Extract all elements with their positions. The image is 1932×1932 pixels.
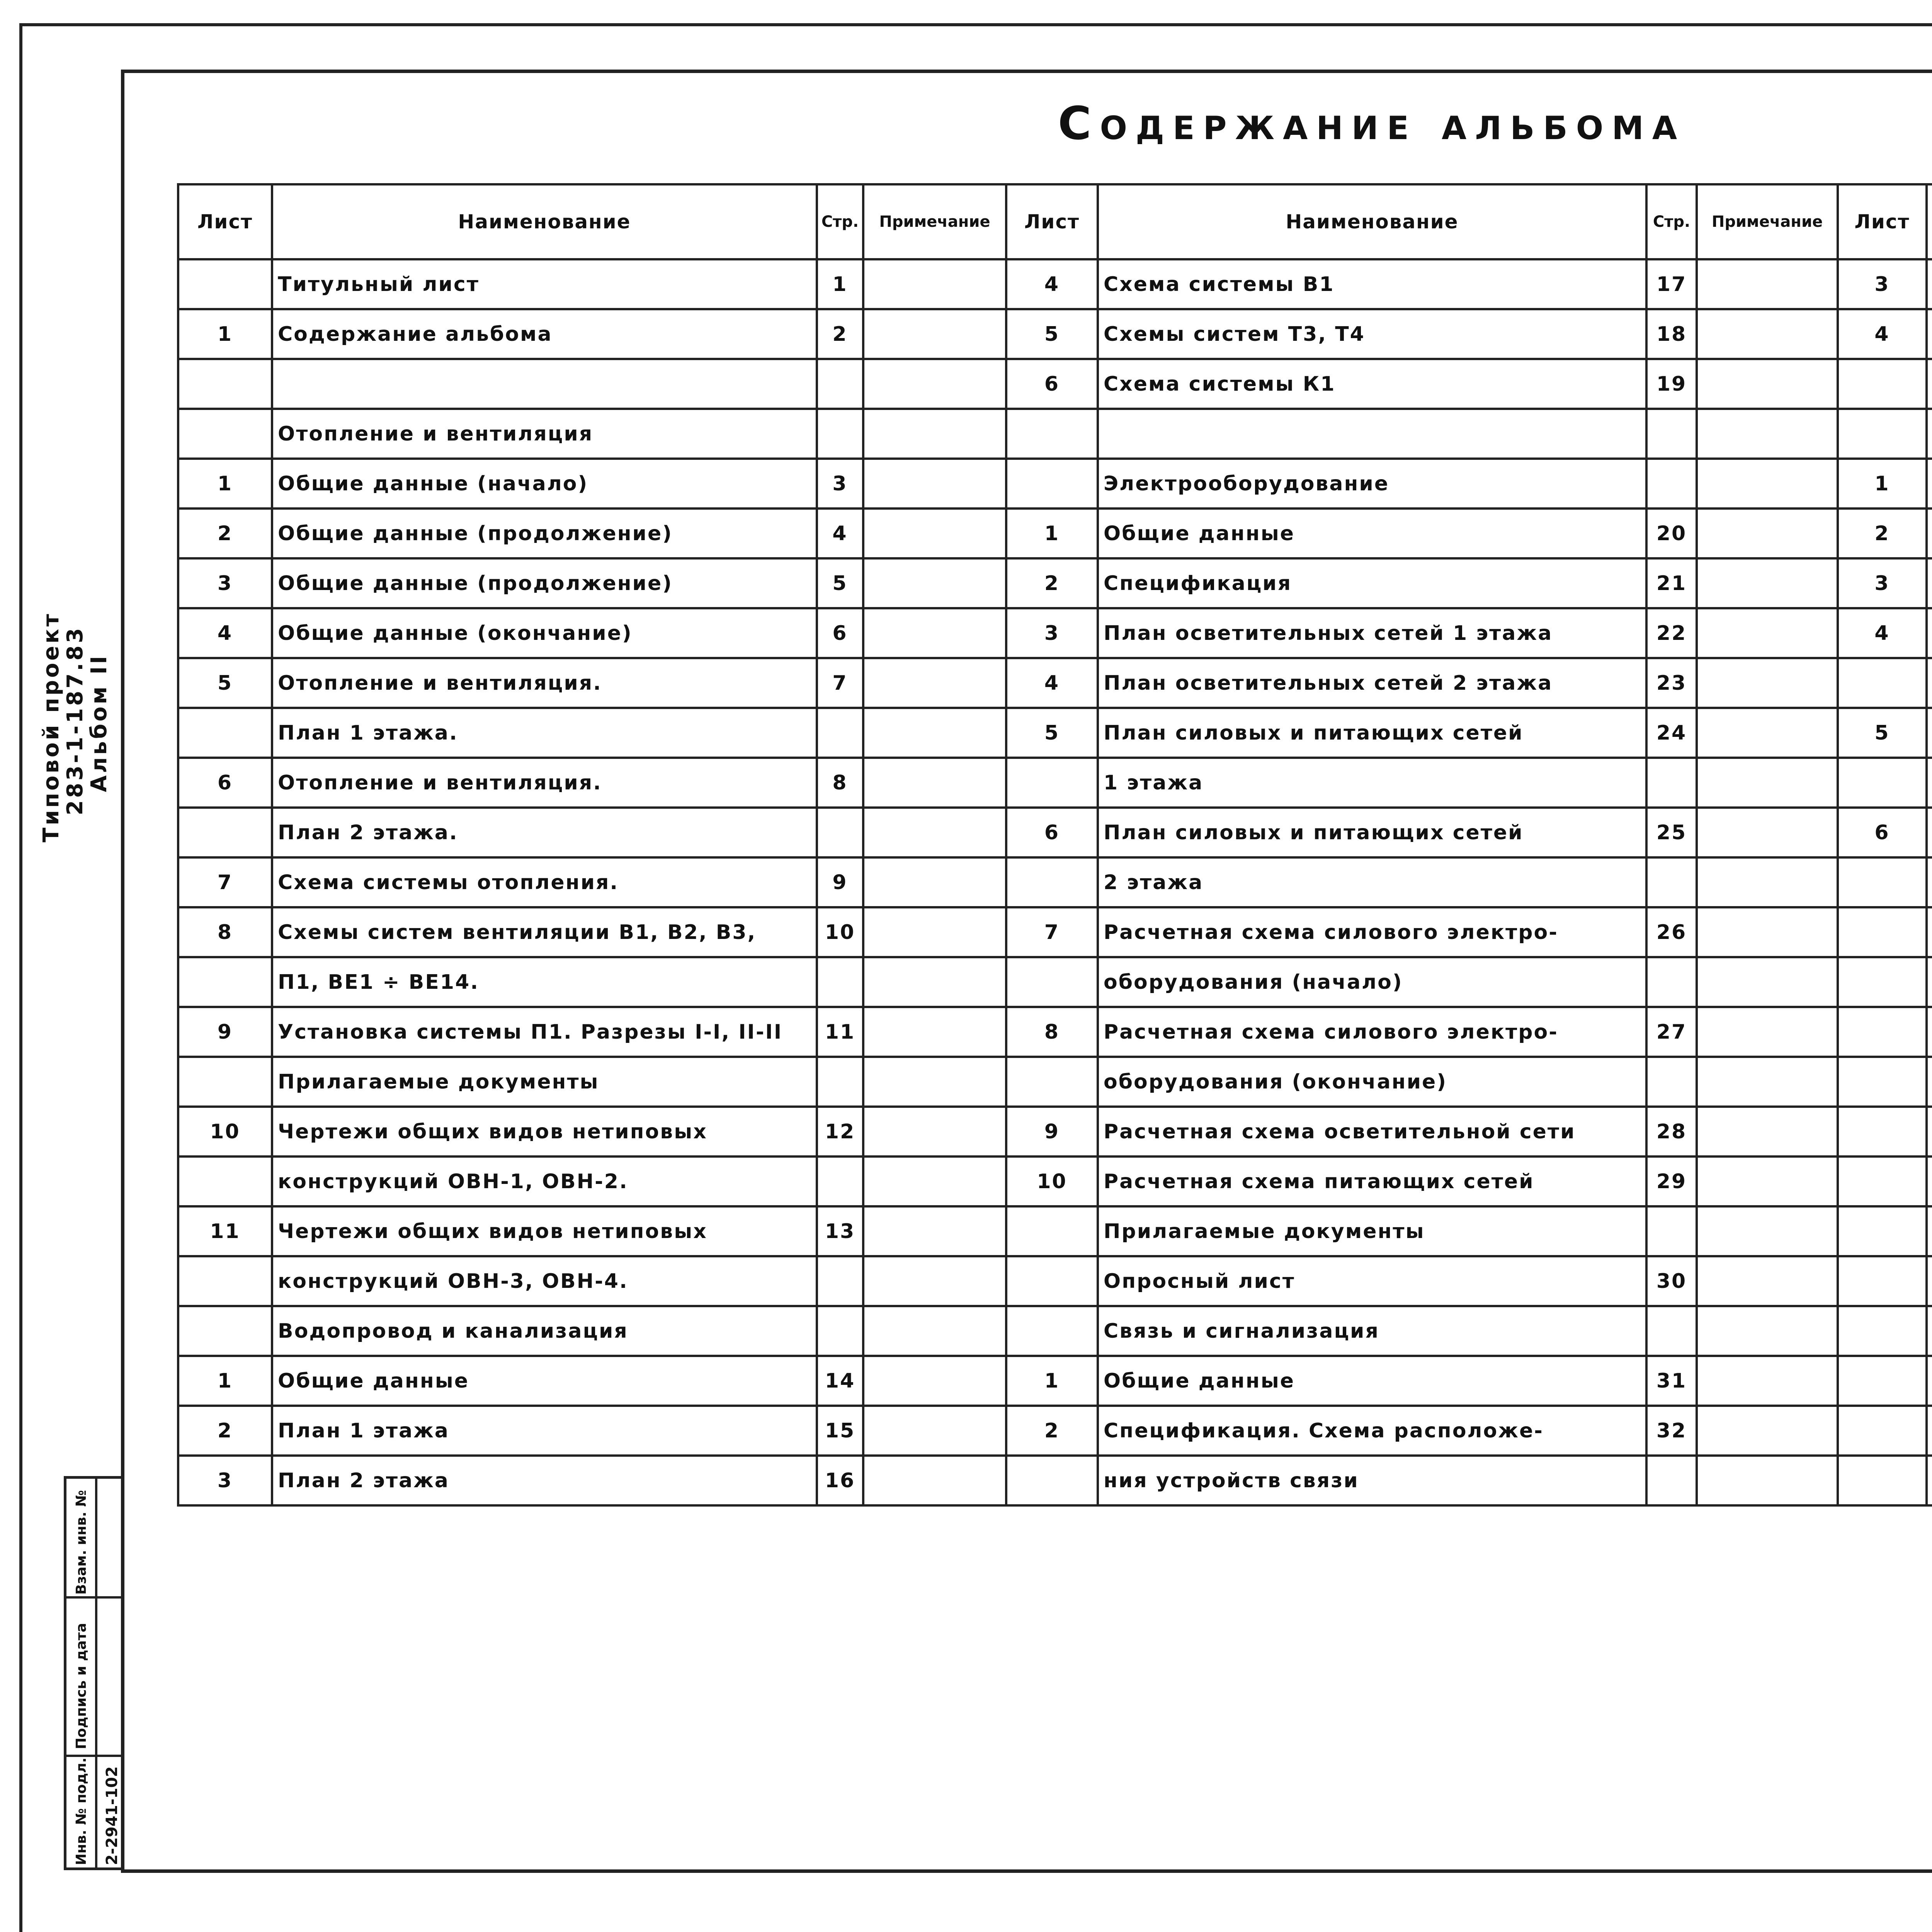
sheet-cell: 4 bbox=[1006, 658, 1098, 708]
sheet-cell bbox=[178, 1156, 272, 1206]
sheet-cell bbox=[178, 409, 272, 459]
sheet-cell bbox=[1838, 1007, 1927, 1057]
page-cell: 8 bbox=[817, 758, 863, 808]
table-row bbox=[178, 808, 1932, 857]
name-cell: Общие данные (начало) bbox=[272, 459, 817, 509]
sheet-cell: 6 bbox=[1006, 359, 1098, 409]
page-cell bbox=[817, 1306, 863, 1356]
note-cell bbox=[1697, 708, 1838, 758]
page-cell bbox=[1646, 1057, 1697, 1107]
page-cell: 30 bbox=[1646, 1256, 1697, 1306]
sheet-cell: 5 bbox=[1006, 708, 1098, 758]
page-cell: 19 bbox=[1646, 359, 1697, 409]
table-row bbox=[178, 509, 1932, 558]
name-cell: План 1 этажа. bbox=[272, 708, 817, 758]
sheet-cell bbox=[1006, 459, 1098, 509]
note-cell bbox=[863, 1406, 1006, 1456]
sheet-cell: 3 bbox=[1838, 558, 1927, 608]
sheet-cell: 3 bbox=[1838, 259, 1927, 309]
page-cell: 6 bbox=[817, 608, 863, 658]
table-row bbox=[178, 259, 1932, 309]
name-cell bbox=[1927, 1057, 1932, 1107]
sheet-cell: 4 bbox=[178, 608, 272, 658]
note-cell bbox=[863, 509, 1006, 558]
name-cell: План силовых и питающих сетей bbox=[1098, 808, 1646, 857]
side-project-title bbox=[15, 537, 112, 862]
sheet-cell: 8 bbox=[178, 907, 272, 957]
page-cell bbox=[1646, 459, 1697, 509]
name-cell: Схема системы К1 bbox=[1098, 359, 1646, 409]
table-row bbox=[178, 1406, 1932, 1456]
name-cell: Схема системы В1 bbox=[1098, 259, 1646, 309]
name-cell bbox=[1927, 509, 1932, 558]
sheet-cell: 8 bbox=[1006, 1007, 1098, 1057]
note-cell bbox=[863, 907, 1006, 957]
sheet-cell bbox=[1838, 1256, 1927, 1306]
name-cell: План осветительных сетей 2 этажа bbox=[1098, 658, 1646, 708]
sheet-cell: 3 bbox=[178, 1456, 272, 1505]
table-row bbox=[178, 608, 1932, 658]
name-cell bbox=[1927, 1306, 1932, 1356]
sheet-cell: 7 bbox=[178, 857, 272, 907]
table-row bbox=[178, 1107, 1932, 1156]
name-cell: оборудования (начало) bbox=[1098, 957, 1646, 1007]
sheet-cell bbox=[1838, 409, 1927, 459]
name-cell bbox=[1927, 1356, 1932, 1406]
page-cell bbox=[1646, 1456, 1697, 1505]
sheet-cell bbox=[1838, 957, 1927, 1007]
page-cell: 16 bbox=[817, 1456, 863, 1505]
header-page: Стр. bbox=[1646, 184, 1697, 259]
note-cell bbox=[863, 1007, 1006, 1057]
table-row bbox=[178, 1306, 1932, 1356]
name-cell: План силовых и питающих сетей bbox=[1098, 708, 1646, 758]
note-cell bbox=[1697, 1156, 1838, 1206]
name-cell: Схемы систем вентиляции В1, В2, В3, bbox=[272, 907, 817, 957]
project-code: 283-1-187.83 bbox=[63, 626, 88, 815]
name-cell: Содержание альбома bbox=[272, 309, 817, 359]
sheet-cell bbox=[1838, 1057, 1927, 1107]
sheet-cell bbox=[1838, 907, 1927, 957]
name-cell: Расчетная схема силового электро- bbox=[1098, 907, 1646, 957]
page-cell bbox=[817, 708, 863, 758]
sheet-cell: 4 bbox=[1838, 309, 1927, 359]
name-cell: 1 этажа bbox=[1098, 758, 1646, 808]
table-row bbox=[178, 1456, 1932, 1505]
page-cell bbox=[1646, 957, 1697, 1007]
page-cell bbox=[1646, 1306, 1697, 1356]
sheet-cell bbox=[1838, 1107, 1927, 1156]
sheet-cell: 2 bbox=[178, 1406, 272, 1456]
table-row bbox=[178, 907, 1932, 957]
name-cell: Отопление и вентиляция. bbox=[272, 758, 817, 808]
header-sheet: Лист bbox=[1006, 184, 1098, 259]
sheet-cell bbox=[1006, 1057, 1098, 1107]
name-cell: Прилагаемые документы bbox=[272, 1057, 817, 1107]
page-cell bbox=[817, 808, 863, 857]
note-cell bbox=[863, 1057, 1006, 1107]
name-cell: План 2 этажа. bbox=[272, 808, 817, 857]
note-cell bbox=[1697, 1306, 1838, 1356]
name-cell: Связь и сигнализация bbox=[1098, 1306, 1646, 1356]
sheet-cell: 5 bbox=[1006, 309, 1098, 359]
sheet-cell: 1 bbox=[178, 309, 272, 359]
page-cell: 25 bbox=[1646, 808, 1697, 857]
name-cell bbox=[1927, 1107, 1932, 1156]
note-cell bbox=[1697, 409, 1838, 459]
name-cell: Прилагаемые документы bbox=[1098, 1206, 1646, 1256]
table-row bbox=[178, 1206, 1932, 1256]
note-cell bbox=[1697, 309, 1838, 359]
sheet-cell: 1 bbox=[178, 1356, 272, 1406]
note-cell bbox=[863, 708, 1006, 758]
sheet-cell: 2 bbox=[178, 509, 272, 558]
sheet-cell bbox=[1838, 658, 1927, 708]
name-cell: Расчетная схема питающих сетей bbox=[1098, 1156, 1646, 1206]
name-cell: Отопление и вентиляция bbox=[272, 409, 817, 459]
name-cell bbox=[1927, 459, 1932, 509]
note-cell bbox=[863, 808, 1006, 857]
name-cell bbox=[1927, 259, 1932, 309]
name-cell bbox=[1927, 857, 1932, 907]
note-cell bbox=[1697, 259, 1838, 309]
contents-table bbox=[177, 183, 1932, 1507]
page-cell: 5 bbox=[817, 558, 863, 608]
name-cell bbox=[1927, 907, 1932, 957]
sheet-cell: 3 bbox=[178, 558, 272, 608]
page-cell: 11 bbox=[817, 1007, 863, 1057]
sheet-cell bbox=[1006, 758, 1098, 808]
sheet-cell: 6 bbox=[1006, 808, 1098, 857]
page-cell: 4 bbox=[817, 509, 863, 558]
page-cell: 20 bbox=[1646, 509, 1697, 558]
note-cell bbox=[863, 658, 1006, 708]
page-cell: 23 bbox=[1646, 658, 1697, 708]
note-cell bbox=[1697, 857, 1838, 907]
sheet-cell bbox=[1838, 1456, 1927, 1505]
sheet-cell bbox=[1006, 1306, 1098, 1356]
name-cell bbox=[1927, 758, 1932, 808]
page-cell: 21 bbox=[1646, 558, 1697, 608]
name-cell: Общие данные bbox=[272, 1356, 817, 1406]
note-cell bbox=[863, 359, 1006, 409]
page-cell: 15 bbox=[817, 1406, 863, 1456]
header-sheet: Лист bbox=[178, 184, 272, 259]
page-cell: 24 bbox=[1646, 708, 1697, 758]
name-cell bbox=[1927, 1206, 1932, 1256]
name-cell bbox=[1927, 1456, 1932, 1505]
note-cell bbox=[1697, 1206, 1838, 1256]
name-cell: ния устройств связи bbox=[1098, 1456, 1646, 1505]
stamp-replaced-label: Взам. инв. № bbox=[73, 1490, 89, 1595]
page-cell bbox=[817, 409, 863, 459]
sheet-cell bbox=[178, 708, 272, 758]
table-row bbox=[178, 409, 1932, 459]
page-cell bbox=[1646, 758, 1697, 808]
sheet-cell bbox=[1838, 359, 1927, 409]
table-row bbox=[178, 1007, 1932, 1057]
page-cell: 10 bbox=[817, 907, 863, 957]
note-cell bbox=[863, 957, 1006, 1007]
stamp-inv-value: 2-2941-102 bbox=[103, 1766, 121, 1865]
sheet-cell bbox=[178, 259, 272, 309]
table-row bbox=[178, 558, 1932, 608]
name-cell bbox=[1927, 359, 1932, 409]
page-cell: 7 bbox=[817, 658, 863, 708]
note-cell bbox=[863, 1356, 1006, 1406]
sheet-cell: 4 bbox=[1006, 259, 1098, 309]
name-cell: оборудования (окончание) bbox=[1098, 1057, 1646, 1107]
table-row bbox=[178, 1256, 1932, 1306]
table-header-row bbox=[178, 184, 1932, 259]
name-cell: Расчетная схема силового электро- bbox=[1098, 1007, 1646, 1057]
page-cell: 32 bbox=[1646, 1406, 1697, 1456]
note-cell bbox=[1697, 1007, 1838, 1057]
name-cell bbox=[1927, 1007, 1932, 1057]
note-cell bbox=[863, 1156, 1006, 1206]
name-cell: П1, ВЕ1 ÷ ВЕ14. bbox=[272, 957, 817, 1007]
name-cell bbox=[1927, 1406, 1932, 1456]
name-cell: Общие данные (продолжение) bbox=[272, 558, 817, 608]
page-cell: 9 bbox=[817, 857, 863, 907]
table-row bbox=[178, 359, 1932, 409]
page-cell: 31 bbox=[1646, 1356, 1697, 1406]
page-cell bbox=[1646, 1206, 1697, 1256]
note-cell bbox=[863, 857, 1006, 907]
page-cell bbox=[1646, 857, 1697, 907]
name-cell: Общие данные (окончание) bbox=[272, 608, 817, 658]
sheet-cell bbox=[178, 957, 272, 1007]
sheet-cell bbox=[1006, 857, 1098, 907]
note-cell bbox=[1697, 558, 1838, 608]
sheet-cell bbox=[178, 1256, 272, 1306]
name-cell bbox=[272, 359, 817, 409]
note-cell bbox=[1697, 1406, 1838, 1456]
note-cell bbox=[1697, 658, 1838, 708]
note-cell bbox=[863, 409, 1006, 459]
table-row bbox=[178, 1156, 1932, 1206]
name-cell: План 2 этажа bbox=[272, 1456, 817, 1505]
sheet-cell: 2 bbox=[1006, 1406, 1098, 1456]
header-name: Наименование bbox=[272, 184, 817, 259]
table-row bbox=[178, 758, 1932, 808]
page-cell: 26 bbox=[1646, 907, 1697, 957]
sheet-cell: 1 bbox=[1838, 459, 1927, 509]
sheet-cell bbox=[178, 1057, 272, 1107]
header-sheet: Лист bbox=[1838, 184, 1927, 259]
page-cell: 22 bbox=[1646, 608, 1697, 658]
page-cell: 3 bbox=[817, 459, 863, 509]
sheet-cell bbox=[1838, 1156, 1927, 1206]
sheet-cell: 5 bbox=[178, 658, 272, 708]
note-cell bbox=[1697, 957, 1838, 1007]
name-cell: Спецификация bbox=[1098, 558, 1646, 608]
sheet-cell bbox=[1838, 1406, 1927, 1456]
sheet-cell: 11 bbox=[178, 1206, 272, 1256]
name-cell: 2 этажа bbox=[1098, 857, 1646, 907]
header-note: Примечание bbox=[863, 184, 1006, 259]
name-cell: конструкций ОВН-1, ОВН-2. bbox=[272, 1156, 817, 1206]
note-cell bbox=[1697, 1256, 1838, 1306]
name-cell: Общие данные (продолжение) bbox=[272, 509, 817, 558]
sheet-cell bbox=[1838, 1356, 1927, 1406]
sheet-cell: 9 bbox=[1006, 1107, 1098, 1156]
name-cell: Расчетная схема осветительной сети bbox=[1098, 1107, 1646, 1156]
page-cell: 27 bbox=[1646, 1007, 1697, 1057]
sheet-cell: 2 bbox=[1006, 558, 1098, 608]
note-cell bbox=[1697, 459, 1838, 509]
note-cell bbox=[1697, 608, 1838, 658]
note-cell bbox=[863, 259, 1006, 309]
sheet-cell: 6 bbox=[1838, 808, 1927, 857]
note-cell bbox=[1697, 758, 1838, 808]
page-title: Содержание альбома bbox=[1058, 97, 1686, 150]
name-cell: Схемы систем Т3, Т4 bbox=[1098, 309, 1646, 359]
name-cell: конструкций ОВН-3, ОВН-4. bbox=[272, 1256, 817, 1306]
sheet-cell: 4 bbox=[1838, 608, 1927, 658]
note-cell bbox=[1697, 509, 1838, 558]
table-row bbox=[178, 1057, 1932, 1107]
page-cell bbox=[817, 957, 863, 1007]
side-stamp bbox=[64, 1476, 124, 1870]
name-cell bbox=[1927, 957, 1932, 1007]
table-row bbox=[178, 658, 1932, 708]
sheet-cell bbox=[178, 1306, 272, 1356]
table-row bbox=[178, 708, 1932, 758]
page-cell: 17 bbox=[1646, 259, 1697, 309]
name-cell: Опросный лист bbox=[1098, 1256, 1646, 1306]
page-cell: 1 bbox=[817, 259, 863, 309]
note-cell bbox=[863, 1456, 1006, 1505]
name-cell: Спецификация. Схема расположе- bbox=[1098, 1406, 1646, 1456]
stamp-signature-label: Подпись и дата bbox=[73, 1623, 89, 1749]
name-cell: Чертежи общих видов нетиповых bbox=[272, 1107, 817, 1156]
sheet-cell bbox=[1006, 957, 1098, 1007]
name-cell: Титульный лист bbox=[272, 259, 817, 309]
table-row bbox=[178, 1356, 1932, 1406]
name-cell bbox=[1927, 708, 1932, 758]
name-cell: Общие данные bbox=[1098, 1356, 1646, 1406]
sheet-cell bbox=[1006, 1206, 1098, 1256]
table-row bbox=[178, 957, 1932, 1007]
sheet-cell bbox=[1838, 857, 1927, 907]
name-cell bbox=[1927, 309, 1932, 359]
sheet-cell: 7 bbox=[1006, 907, 1098, 957]
note-cell bbox=[863, 1206, 1006, 1256]
note-cell bbox=[863, 608, 1006, 658]
name-cell: Установка системы П1. Разрезы I-I, II-II bbox=[272, 1007, 817, 1057]
sheet-cell: 3 bbox=[1006, 608, 1098, 658]
header-name bbox=[1927, 184, 1932, 259]
name-cell bbox=[1927, 1256, 1932, 1306]
stamp-inv-label: Инв. № подл. bbox=[73, 1757, 89, 1865]
name-cell: Схема системы отопления. bbox=[272, 857, 817, 907]
project-type: Типовой проект bbox=[39, 612, 64, 842]
page-cell: 12 bbox=[817, 1107, 863, 1156]
note-cell bbox=[863, 558, 1006, 608]
table-row bbox=[178, 309, 1932, 359]
page-cell: 28 bbox=[1646, 1107, 1697, 1156]
page-cell: 2 bbox=[817, 309, 863, 359]
page-cell bbox=[817, 359, 863, 409]
name-cell: Чертежи общих видов нетиповых bbox=[272, 1206, 817, 1256]
name-cell: Водопровод и канализация bbox=[272, 1306, 817, 1356]
header-page: Стр. bbox=[817, 184, 863, 259]
note-cell bbox=[1697, 1456, 1838, 1505]
note-cell bbox=[863, 1306, 1006, 1356]
note-cell bbox=[1697, 1356, 1838, 1406]
note-cell bbox=[1697, 1057, 1838, 1107]
name-cell bbox=[1927, 608, 1932, 658]
sheet-cell bbox=[178, 359, 272, 409]
sheet-cell bbox=[178, 808, 272, 857]
sheet-cell: 10 bbox=[1006, 1156, 1098, 1206]
sheet-cell bbox=[1006, 1456, 1098, 1505]
header-name: Наименование bbox=[1098, 184, 1646, 259]
sheet-cell bbox=[1838, 758, 1927, 808]
name-cell bbox=[1927, 558, 1932, 608]
sheet-cell: 9 bbox=[178, 1007, 272, 1057]
name-cell: Общие данные bbox=[1098, 509, 1646, 558]
sheet-cell: 10 bbox=[178, 1107, 272, 1156]
name-cell: Электрооборудование bbox=[1098, 459, 1646, 509]
page-cell bbox=[817, 1156, 863, 1206]
sheet-cell: 2 bbox=[1838, 509, 1927, 558]
note-cell bbox=[863, 1256, 1006, 1306]
sheet-cell bbox=[1006, 1256, 1098, 1306]
page-cell bbox=[817, 1256, 863, 1306]
name-cell bbox=[1927, 808, 1932, 857]
note-cell bbox=[863, 459, 1006, 509]
sheet-cell bbox=[1838, 1206, 1927, 1256]
album-number: Альбом II bbox=[87, 653, 112, 792]
page-cell: 29 bbox=[1646, 1156, 1697, 1206]
page-cell: 14 bbox=[817, 1356, 863, 1406]
sheet-cell: 5 bbox=[1838, 708, 1927, 758]
note-cell bbox=[1697, 808, 1838, 857]
table-row bbox=[178, 459, 1932, 509]
page-cell bbox=[817, 1057, 863, 1107]
header-note: Примечание bbox=[1697, 184, 1838, 259]
name-cell bbox=[1927, 1156, 1932, 1206]
sheet-cell bbox=[1838, 1306, 1927, 1356]
note-cell bbox=[863, 758, 1006, 808]
name-cell: Отопление и вентиляция. bbox=[272, 658, 817, 708]
note-cell bbox=[863, 1107, 1006, 1156]
name-cell: План 1 этажа bbox=[272, 1406, 817, 1456]
page-cell: 13 bbox=[817, 1206, 863, 1256]
note-cell bbox=[863, 309, 1006, 359]
note-cell bbox=[1697, 907, 1838, 957]
note-cell bbox=[1697, 359, 1838, 409]
sheet-cell: 6 bbox=[178, 758, 272, 808]
table-row bbox=[178, 857, 1932, 907]
name-cell bbox=[1098, 409, 1646, 459]
sheet-cell: 1 bbox=[1006, 509, 1098, 558]
name-cell bbox=[1927, 409, 1932, 459]
sheet-cell: 1 bbox=[1006, 1356, 1098, 1406]
page-cell bbox=[1646, 409, 1697, 459]
page-cell: 18 bbox=[1646, 309, 1697, 359]
name-cell bbox=[1927, 658, 1932, 708]
sheet-cell bbox=[1006, 409, 1098, 459]
sheet-cell: 1 bbox=[178, 459, 272, 509]
note-cell bbox=[1697, 1107, 1838, 1156]
name-cell: План осветительных сетей 1 этажа bbox=[1098, 608, 1646, 658]
